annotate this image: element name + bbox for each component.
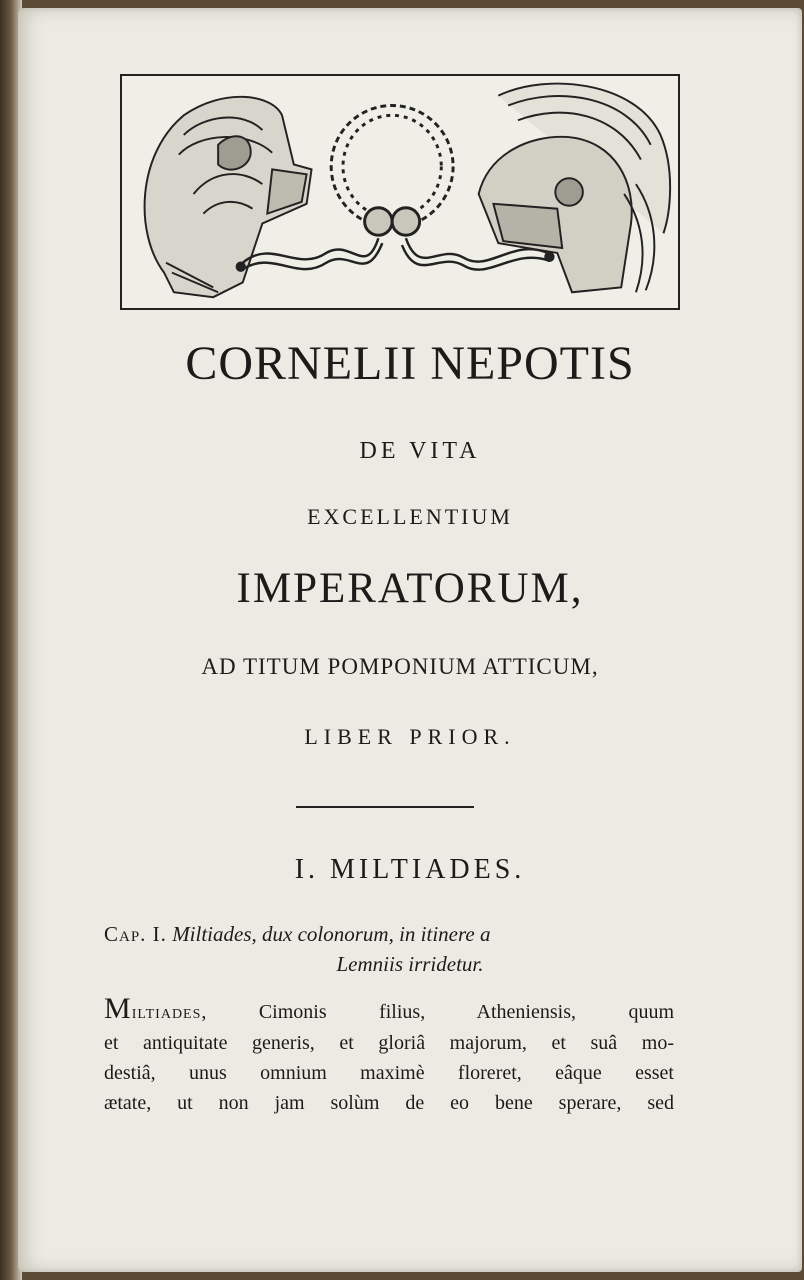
laurel-wreath-icon (331, 105, 453, 235)
excellentium-line: EXCELLENTIUM (307, 504, 513, 529)
drop-initial: M (104, 992, 132, 1025)
imperatorum-line: IMPERATORUM, (236, 565, 584, 612)
dedication-line: AD TITUM POMPONIUM ATTICUM, (201, 654, 599, 679)
body-line-4: ætate, ut non jam solùm de eo bene sperare, sed (104, 1092, 674, 1114)
crested-helmet-icon (479, 84, 670, 293)
liber-line: LIBER PRIOR. (304, 724, 516, 749)
chapter-heading: I. MILTIADES. (294, 854, 526, 885)
line1-rest: , Cimonis filius, Atheniensis, quum (201, 1001, 674, 1023)
body-line-3: destiâ, unus omnium maximè floreret, eâque esset (104, 1062, 674, 1084)
body-line-1 (104, 992, 674, 1026)
divider-rule (296, 806, 474, 808)
author-title: CORNELII NEPOTIS (185, 337, 635, 390)
body-line-2: et antiquitate generis, et gloriâ majorum, et suâ mo- (104, 1032, 674, 1054)
summary-line-1: Miltiades, dux colonorum, in itinere a (172, 922, 491, 946)
de-vita-line: DE VITA (359, 438, 481, 464)
summary-line-2: Lemniis irridetur. (336, 952, 484, 976)
vignette-engraving (122, 76, 678, 308)
name-rest: iltiades (131, 1001, 202, 1023)
book-page (18, 8, 802, 1272)
cap-label: Cap. I. (104, 922, 167, 946)
chapter-summary (104, 922, 490, 947)
title-vignette (120, 74, 680, 310)
